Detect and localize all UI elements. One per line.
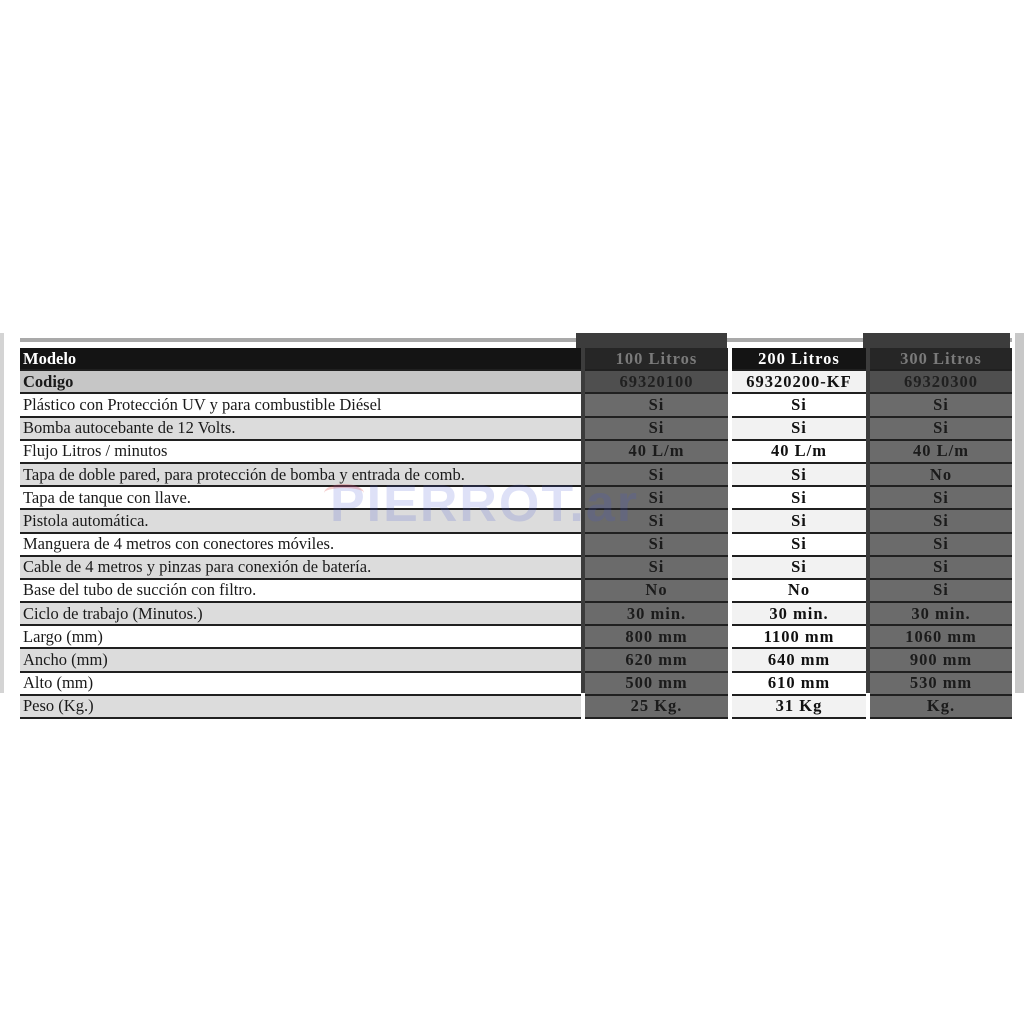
header-model: Modelo [20,348,581,370]
row-value-100-litros: Si [585,417,728,440]
row-value-100-litros: 30 min. [585,602,728,625]
table-row [20,393,1012,416]
row-label: Tapa de doble pared, para protección de bomba y entrada de comb. [20,463,581,486]
row-value-200-litros: Si [732,417,866,440]
table-row [20,579,1012,602]
header-100-litros: 100 Litros [585,348,728,370]
table-row-code [20,370,1012,393]
row-label: Tapa de tanque con llave. [20,486,581,509]
row-label: Flujo Litros / minutos [20,440,581,463]
row-value-100-litros: No [585,579,728,602]
row-value-100-litros: 500 mm [585,672,728,695]
row-value-100-litros: 620 mm [585,648,728,671]
row-value-100-litros: 25 Kg. [585,695,728,718]
row-label: Alto (mm) [20,672,581,695]
row-value-100-litros: 800 mm [585,625,728,648]
row-value-100-litros: 69320100 [585,370,728,393]
table-row [20,533,1012,556]
row-value-200-litros: Si [732,556,866,579]
table-header-row [20,348,1012,370]
row-value-300-litros: Si [870,417,1012,440]
row-value-300-litros: Si [870,556,1012,579]
row-value-200-litros: No [732,579,866,602]
row-label: Largo (mm) [20,625,581,648]
row-value-300-litros: 69320300 [870,370,1012,393]
row-label: Pistola automática. [20,509,581,532]
table-row [20,602,1012,625]
row-value-200-litros: 31 Kg [732,695,866,718]
page-edge-right [1015,333,1024,693]
row-value-100-litros: Si [585,533,728,556]
row-value-300-litros: 40 L/m [870,440,1012,463]
row-label: Bomba autocebante de 12 Volts. [20,417,581,440]
row-value-100-litros: Si [585,463,728,486]
row-value-300-litros: 900 mm [870,648,1012,671]
table-row [20,486,1012,509]
row-value-200-litros: 610 mm [732,672,866,695]
row-value-100-litros: Si [585,556,728,579]
row-value-300-litros: 1060 mm [870,625,1012,648]
row-value-200-litros: Si [732,463,866,486]
row-value-100-litros: Si [585,509,728,532]
row-value-200-litros: 1100 mm [732,625,866,648]
row-value-300-litros: Si [870,579,1012,602]
row-value-300-litros: Si [870,509,1012,532]
table-row [20,648,1012,671]
row-value-300-litros: 530 mm [870,672,1012,695]
page-edge-left [0,333,4,693]
row-value-300-litros: 30 min. [870,602,1012,625]
row-value-200-litros: Si [732,533,866,556]
table-row [20,417,1012,440]
row-value-300-litros: Kg. [870,695,1012,718]
table-row [20,509,1012,532]
row-value-200-litros: 69320200-KF [732,370,866,393]
row-value-100-litros: Si [585,486,728,509]
table-row [20,556,1012,579]
row-label: Plástico con Protección UV y para combustible Diésel [20,393,581,416]
row-value-300-litros: Si [870,533,1012,556]
row-value-100-litros: Si [585,393,728,416]
row-value-200-litros: 40 L/m [732,440,866,463]
table-row [20,672,1012,695]
row-label: Peso (Kg.) [20,695,581,718]
table-row [20,625,1012,648]
spec-table [20,348,1012,719]
row-value-300-litros: Si [870,486,1012,509]
row-value-100-litros: 40 L/m [585,440,728,463]
row-value-200-litros: Si [732,393,866,416]
row-value-200-litros: 30 min. [732,602,866,625]
spec-table-body [20,348,1012,718]
table-row [20,695,1012,718]
row-label: Codigo [20,370,581,393]
header-200-litros: 200 Litros [732,348,866,370]
row-label: Ancho (mm) [20,648,581,671]
row-label: Cable de 4 metros y pinzas para conexión de batería. [20,556,581,579]
row-label: Base del tubo de succión con filtro. [20,579,581,602]
row-value-300-litros: No [870,463,1012,486]
table-row [20,463,1012,486]
row-label: Manguera de 4 metros con conectores móviles. [20,533,581,556]
row-value-200-litros: 640 mm [732,648,866,671]
table-row [20,440,1012,463]
row-value-200-litros: Si [732,486,866,509]
row-value-200-litros: Si [732,509,866,532]
row-value-300-litros: Si [870,393,1012,416]
row-label: Ciclo de trabajo (Minutos.) [20,602,581,625]
header-300-litros: 300 Litros [870,348,1012,370]
